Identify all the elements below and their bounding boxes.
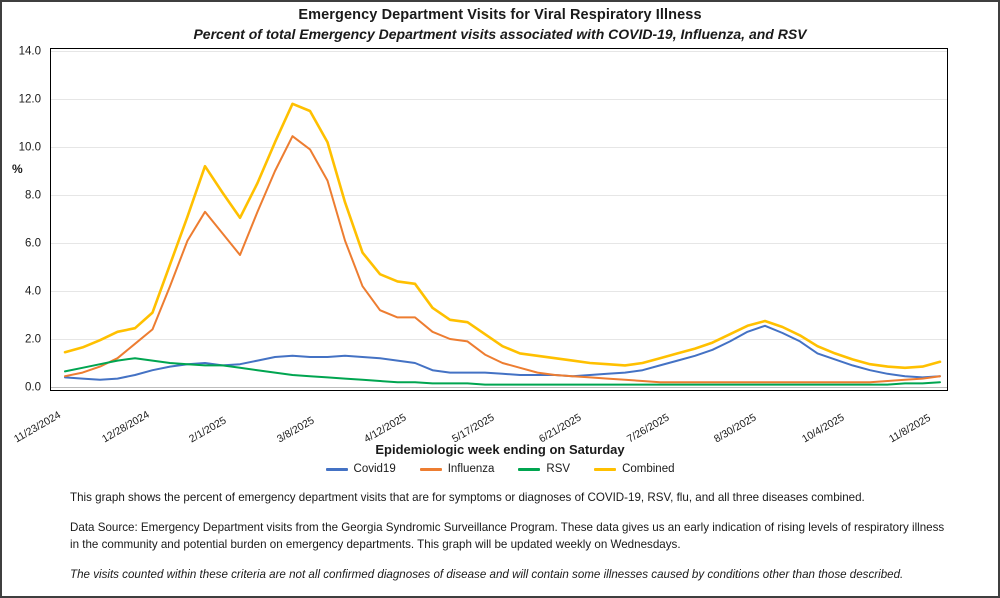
- y-tick-label: 2.0: [25, 333, 41, 345]
- x-tick-label: 3/8/2025: [274, 414, 316, 446]
- y-axis-title: %: [12, 162, 23, 176]
- series-line-covid19: [65, 326, 940, 380]
- legend-swatch-combined: [594, 468, 616, 471]
- plot-inner: [51, 49, 947, 390]
- x-tick-label: 12/28/2024: [99, 408, 152, 446]
- legend-item-influenza[interactable]: [420, 463, 495, 475]
- x-axis-tick-labels: [12, 394, 948, 446]
- legend-swatch-influenza: [420, 468, 442, 471]
- note-line-1: This graph shows the percent of emergency department visits that are for symptoms or diagnoses of COVID-19, RSV, flu, and all three diseases combined.: [70, 491, 865, 504]
- y-tick-label: 8.0: [25, 189, 41, 201]
- x-tick-label: 11/8/2025: [887, 411, 933, 446]
- chart-lines: [51, 49, 946, 389]
- chart-titles: [2, 6, 998, 44]
- page-subtitle: Percent of total Emergency Department visits associated with COVID-19, Influenza, and RSV: [193, 26, 807, 42]
- x-tick-label: 8/30/2025: [712, 411, 759, 446]
- y-tick-label: 14.0: [18, 45, 41, 57]
- chart-notes: [70, 489, 950, 583]
- plot-area: [50, 48, 948, 391]
- legend-item-covid19[interactable]: [326, 463, 396, 475]
- legend-swatch-rsv: [518, 468, 540, 471]
- series-line-combined: [65, 104, 940, 368]
- legend-label: Covid19: [353, 463, 396, 475]
- page-title: Emergency Department Visits for Viral Respiratory Illness: [298, 7, 702, 23]
- x-axis-title: Epidemiologic week ending on Saturday: [375, 442, 625, 457]
- x-tick-label: 2/1/2025: [187, 414, 229, 446]
- x-tick-label: 7/26/2025: [624, 411, 671, 446]
- legend-item-combined[interactable]: [594, 463, 674, 475]
- x-tick-label: 4/12/2025: [362, 411, 409, 446]
- y-axis-tick-labels: [2, 45, 46, 393]
- x-tick-label: 11/23/2024: [12, 409, 63, 446]
- y-tick-label: 4.0: [25, 285, 41, 297]
- chart-legend: [2, 463, 998, 475]
- y-tick-label: 6.0: [25, 237, 41, 249]
- legend-swatch-covid19: [326, 468, 348, 471]
- y-tick-label: 0.0: [25, 381, 41, 393]
- note-line-2: Data Source: Emergency Department visits from the Georgia Syndromic Surveillance Program. These data gives us an early indication of rising levels of respiratory illness in the community and potential burden on emergency departments. This graph will be updated weekly on Wednesdays.: [70, 521, 945, 551]
- legend-label: Combined: [622, 463, 675, 475]
- legend-label: RSV: [546, 463, 571, 475]
- x-tick-label: 5/17/2025: [449, 411, 496, 446]
- note-line-3: The visits counted within these criteria are not all confirmed diagnoses of disease and will contain some illnesses caused by conditions other than those described.: [70, 568, 904, 581]
- y-tick-label: 10.0: [18, 141, 41, 153]
- y-tick-label: 12.0: [18, 93, 41, 105]
- legend-label: Influenza: [447, 463, 495, 475]
- legend-item-rsv[interactable]: [518, 463, 570, 475]
- x-tick-label: 10/4/2025: [799, 411, 846, 446]
- x-tick-label: 6/21/2025: [537, 411, 584, 446]
